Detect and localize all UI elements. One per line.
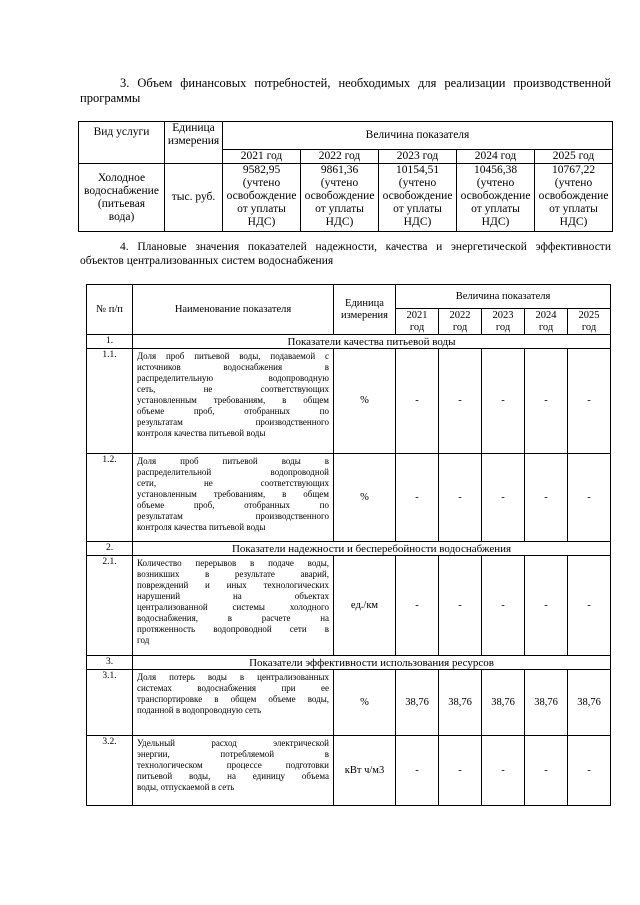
- row-number: 3.1.: [87, 670, 133, 736]
- indicator-name-line: Доля потерь воды в централизованных: [137, 672, 329, 682]
- financial-needs-table: [78, 121, 613, 232]
- row-number: 2.1.: [87, 556, 133, 656]
- indicator-value: -: [439, 556, 482, 656]
- value-note: (учтено: [554, 177, 593, 189]
- row-value-2023: [379, 164, 457, 232]
- header-unit-line1: Единица: [345, 297, 384, 309]
- indicator-value: -: [439, 454, 482, 542]
- value-note: (учтено: [476, 177, 515, 189]
- value-note: освобождение: [460, 190, 531, 202]
- indicator-value: -: [568, 556, 611, 656]
- indicator-name-line: объеме проб, отобранных по: [137, 406, 329, 416]
- indicator-name-line: Удельный расход электрической: [137, 738, 329, 748]
- section4-heading: [80, 240, 611, 268]
- indicator-name-line: Доля проб питьевой воды в: [137, 456, 329, 466]
- indicator-name-line: сеть, не соответствующих: [137, 384, 329, 394]
- value-note: освобождение: [538, 190, 609, 202]
- indicator-name-line: повреждений и иных технологических: [137, 580, 329, 590]
- header-service: Вид услуги: [79, 122, 165, 164]
- row-service-line: водоснабжение: [84, 184, 159, 197]
- value-note: НДС): [481, 216, 510, 228]
- indicator-name-line: поданной в водопроводную сеть: [137, 705, 262, 715]
- value-note: (учтено: [398, 177, 437, 189]
- header-unit-line1: Единица: [172, 122, 215, 134]
- indicator-name-line: год: [137, 635, 150, 645]
- indicator-name-line: Доля проб питьевой воды, подаваемой с: [137, 351, 329, 361]
- header-year-number: 2025: [578, 309, 600, 321]
- section-title: Показатели качества питьевой воды: [133, 335, 611, 349]
- indicator-value: 38,76: [568, 670, 611, 736]
- indicator-value: -: [568, 349, 611, 454]
- table-row: [87, 556, 611, 656]
- header-year-suffix: год: [452, 321, 468, 333]
- header-year-suffix: год: [581, 321, 597, 333]
- indicator-value: -: [439, 736, 482, 806]
- row-service: [79, 164, 165, 232]
- value-note: от уплаты: [471, 203, 520, 215]
- indicator-name-line: установленным требованиям, в общем: [137, 489, 329, 499]
- indicator-value: 38,76: [396, 670, 439, 736]
- header-value: Величина показателя: [396, 285, 611, 309]
- header-year: [482, 309, 525, 335]
- indicator-name-line: результатам производственного: [137, 511, 329, 521]
- value-note: (учтено: [242, 177, 281, 189]
- header-year: [396, 309, 439, 335]
- header-year-number: 2023: [492, 309, 514, 321]
- value-amount: 9861,36: [320, 164, 359, 176]
- indicator-value: -: [439, 349, 482, 454]
- indicator-value: -: [568, 454, 611, 542]
- indicator-value: -: [525, 454, 568, 542]
- indicator-unit: ед./км: [334, 556, 396, 656]
- indicator-value: -: [525, 736, 568, 806]
- indicator-name-line: питьевой воды, на единицу объема: [137, 771, 329, 781]
- indicator-name-line: Количество перерывов в подаче воды,: [137, 558, 329, 568]
- indicator-name: [133, 454, 334, 542]
- indicator-unit: %: [334, 670, 396, 736]
- row-number: 3.2.: [87, 736, 133, 806]
- indicator-name-line: водоснабжения, в расчете на: [137, 613, 329, 623]
- indicator-name: [133, 349, 334, 454]
- section4-title-line2: объектов централизованных систем водоснабжения: [80, 255, 334, 267]
- indicator-name-line: воды, отпускаемой в сеть: [137, 782, 235, 792]
- section-number: 1.: [87, 335, 133, 349]
- section-title: Показатели надежности и бесперебойности водоснабжения: [133, 542, 611, 556]
- table-row: [87, 349, 611, 454]
- header-year: [568, 309, 611, 335]
- value-note: НДС): [559, 216, 588, 228]
- header-num: № п/п: [87, 285, 133, 335]
- value-note: (учтено: [320, 177, 359, 189]
- header-year-number: 2022: [449, 309, 471, 321]
- header-year-suffix: год: [409, 321, 425, 333]
- value-note: освобождение: [304, 190, 375, 202]
- indicator-value: -: [396, 556, 439, 656]
- value-amount: 10456,38: [473, 164, 518, 176]
- indicator-value: 38,76: [482, 670, 525, 736]
- indicator-value: -: [568, 736, 611, 806]
- indicator-name: [133, 670, 334, 736]
- header-year: [525, 309, 568, 335]
- row-number: 1.2.: [87, 454, 133, 542]
- indicator-name: [133, 556, 334, 656]
- indicator-name-line: возникших в результате аварий,: [137, 569, 329, 579]
- header-year-number: 2021: [406, 309, 428, 321]
- indicator-unit: %: [334, 349, 396, 454]
- header-year: [439, 309, 482, 335]
- value-amount: 9582,95: [242, 164, 281, 176]
- header-year-suffix: год: [495, 321, 511, 333]
- table-row: [87, 736, 611, 806]
- indicator-name-line: энергии, потребляемой в: [137, 749, 329, 759]
- table-row: [87, 670, 611, 736]
- indicator-name-line: распределительной водопроводной: [137, 467, 329, 477]
- indicator-value: 38,76: [439, 670, 482, 736]
- value-note: НДС): [403, 216, 432, 228]
- indicator-name-line: контроля качества питьевой воды: [137, 522, 266, 532]
- header-year-2021: 2021 год: [223, 150, 301, 164]
- indicator-name-line: системах водоснабжения при ее: [137, 683, 329, 693]
- indicator-value: 38,76: [525, 670, 568, 736]
- value-note: НДС): [325, 216, 354, 228]
- row-value-2022: [301, 164, 379, 232]
- row-value-2021: [223, 164, 301, 232]
- value-note: от уплаты: [393, 203, 442, 215]
- header-year-suffix: год: [538, 321, 554, 333]
- indicator-name-line: транспортировке в общем объеме воды,: [137, 694, 329, 704]
- indicator-name-line: распределительную водопроводную: [137, 373, 329, 383]
- indicator-value: -: [482, 736, 525, 806]
- row-unit: тыс. руб.: [165, 164, 223, 232]
- indicator-name: [133, 736, 334, 806]
- value-note: освобождение: [226, 190, 297, 202]
- indicator-name-line: протяженность водопроводной сети в: [137, 624, 329, 634]
- header-year-2024: 2024 год: [457, 150, 535, 164]
- indicator-value: -: [396, 349, 439, 454]
- value-note: от уплаты: [549, 203, 598, 215]
- section3-title-line1: 3. Объем финансовых потребностей, необходимых для реализации производственной: [120, 76, 611, 90]
- indicator-value: -: [525, 349, 568, 454]
- indicator-name-line: результатам производственного: [137, 417, 329, 427]
- header-unit-line2: измерения: [341, 309, 388, 321]
- value-amount: 10767,22: [551, 164, 596, 176]
- header-value: Величина показателя: [223, 122, 613, 150]
- indicator-unit: кВт ч/м3: [334, 736, 396, 806]
- section4-title-line1: 4. Плановые значения показателей надежности, качества и энергетической эффективности: [120, 241, 611, 253]
- indicator-name-line: контроля качества питьевой воды: [137, 428, 266, 438]
- row-value-2025: [535, 164, 613, 232]
- value-note: от уплаты: [237, 203, 286, 215]
- section-number: 2.: [87, 542, 133, 556]
- header-year-2022: 2022 год: [301, 150, 379, 164]
- row-service-line: (питьевая: [97, 197, 146, 210]
- indicator-unit: %: [334, 454, 396, 542]
- header-year-number: 2024: [535, 309, 557, 321]
- indicator-name-line: объеме проб, отобранных по: [137, 500, 329, 510]
- indicator-value: -: [396, 736, 439, 806]
- indicator-value: -: [482, 556, 525, 656]
- row-service-line: Холодное: [97, 171, 146, 184]
- header-year-2023: 2023 год: [379, 150, 457, 164]
- value-amount: 10154,51: [395, 164, 440, 176]
- section-number: 3.: [87, 656, 133, 670]
- table-row: [87, 454, 611, 542]
- indicators-table: [86, 284, 611, 806]
- value-note: от уплаты: [315, 203, 364, 215]
- indicator-name-line: централизованной системы холодного: [137, 602, 329, 612]
- header-year-2025: 2025 год: [535, 150, 613, 164]
- header-unit: [165, 122, 223, 164]
- row-service-line: вода): [108, 210, 135, 223]
- section3-title-line2: программы: [80, 91, 141, 105]
- row-value-2024: [457, 164, 535, 232]
- section3-heading: [80, 76, 611, 106]
- indicator-value: -: [396, 454, 439, 542]
- value-note: освобождение: [382, 190, 453, 202]
- indicator-name-line: источников водоснабжения в: [137, 362, 329, 372]
- indicator-name-line: нарушений на объектах: [137, 591, 329, 601]
- indicator-name-line: технологическом процессе подготовки: [137, 760, 329, 770]
- row-number: 1.1.: [87, 349, 133, 454]
- indicator-value: -: [482, 454, 525, 542]
- section-title: Показатели эффективности использования ресурсов: [133, 656, 611, 670]
- header-name: Наименование показателя: [133, 285, 334, 335]
- header-unit-line2: измерения: [167, 135, 220, 147]
- indicator-name-line: установленным требованиям, в общем: [137, 395, 329, 405]
- indicator-value: -: [482, 349, 525, 454]
- value-note: НДС): [247, 216, 276, 228]
- indicator-name-line: сети, не соответствующих: [137, 478, 329, 488]
- header-unit: [334, 285, 396, 335]
- indicator-value: -: [525, 556, 568, 656]
